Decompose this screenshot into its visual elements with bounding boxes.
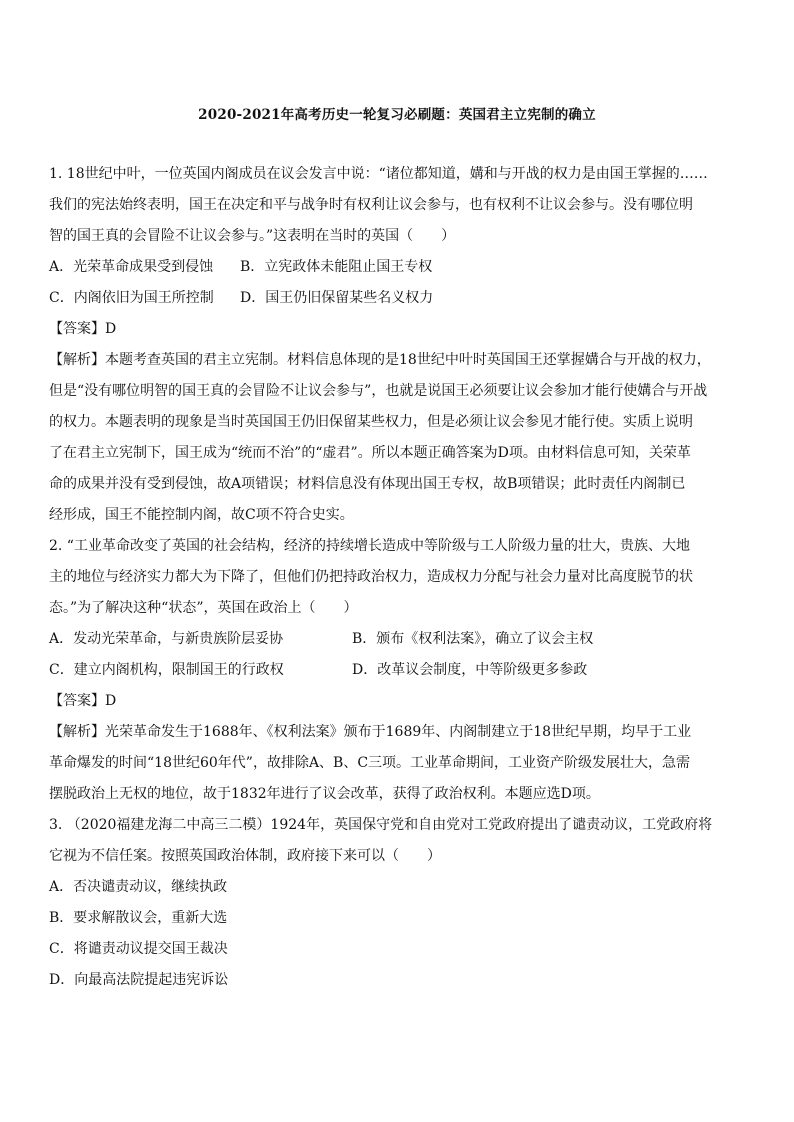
option-a: A．光荣革命成果受到侵蚀 [49, 259, 214, 275]
option-c: C．内阁依旧为国王所控制 [49, 290, 214, 306]
question-1 [49, 159, 749, 531]
question-stem-line: 它视为不信任案。按照英国政治体制，政府接下来可以（ ） [49, 848, 441, 864]
option-row [49, 624, 749, 655]
option-a: A．发动光荣革命，与新贵族阶层妥协 [49, 631, 284, 647]
answer-line: 【答案】D [49, 693, 117, 709]
analysis-line: 革命爆发的时间“18世纪60年代”，故排除A、B、C三项。工业革命期间，工业资产阶级发展壮大，急需 [49, 755, 691, 771]
analysis-line: 命的成果并没有受到侵蚀，故A项错误；材料信息没有体现出国王专权，故B项错误；此时责任内阁制已 [49, 476, 686, 492]
document-title: 2020-2021年高考历史一轮复习必刷题：英国君主立宪制的确立 [198, 107, 596, 123]
option-row [49, 655, 749, 686]
question-2 [49, 531, 749, 810]
question-stem-line: 1. 18世纪中叶，一位英国内阁成员在议会发言中说：“诸位都知道，媾和与开战的权力是由国王掌握的…… [49, 166, 708, 182]
option-d: D．向最高法院提起违宪诉讼 [49, 972, 229, 988]
option-b: B．要求解散议会，重新大选 [49, 910, 228, 926]
option-a: A．否决谴责动议，继续执政 [49, 879, 228, 895]
option-b: B．颁布《权利法案》，确立了议会主权 [352, 631, 594, 647]
analysis-line: 摆脱政治上无权的地位，故于1832年进行了议会改革，获得了政治权利。本题应选D项。 [49, 786, 600, 802]
question-stem-line: 3. （2020福建龙海二中高三二模）1924年，英国保守党和自由党对工党政府提出了谴责动议，工党政府将 [49, 817, 713, 833]
analysis-line: 【解析】光荣革命发生于1688年、《权利法案》颁布于1689年、内阁制建立于18世纪早期，均早于工业 [49, 724, 692, 740]
option-row [49, 252, 749, 283]
question-stem-line: 主的地位与经济实力都大为下降了，但他们仍把持政治权力，造成权力分配与社会力量对比高度脱节的状 [49, 569, 693, 585]
analysis-line: 【解析】本题考查英国的君主立宪制。材料信息体现的是18世纪中叶时英国国王还掌握媾合与开战的权力， [49, 352, 711, 368]
option-d: D．改革议会制度，中等阶级更多参政 [352, 662, 588, 678]
question-stem-line: 态。”为了解决这种“状态”，英国在政治上（ ） [49, 600, 358, 616]
answer-line: 【答案】D [49, 321, 117, 337]
analysis-line: 的权力。本题表明的现象是当时英国国王仍旧保留某些权力，但是必须让议会参见才能行使。实质上说明 [49, 414, 693, 430]
option-row [49, 283, 749, 314]
question-stem-line: 智的国王真的会冒险不让议会参与。”这表明在当时的英国（ ） [49, 228, 456, 244]
question-3 [49, 810, 749, 996]
option-c: C．将谴责动议提交国王裁决 [49, 941, 228, 957]
document-body [49, 159, 749, 996]
option-d: D．国王仍旧保留某些名义权力 [240, 290, 434, 306]
option-b: B．立宪政体未能阻止国王专权 [240, 259, 433, 275]
question-stem-line: 我们的宪法始终表明，国王在决定和平与战争时有权利让议会参与，也有权利不让议会参与。没有哪位明 [49, 197, 693, 213]
option-c: C．建立内阁机构，限制国王的行政权 [49, 662, 284, 678]
analysis-line: 经形成，国王不能控制内阁，故C项不符合史实。 [49, 507, 354, 523]
question-stem-line: 2. “工业革命改变了英国的社会结构，经济的持续增长造成中等阶级与工人阶级力量的壮大，贵族、大地 [49, 538, 690, 554]
analysis-line: 但是“没有哪位明智的国王真的会冒险不让议会参与”，也就是说国王必须要让议会参加才能行使媾合与开战 [49, 383, 708, 399]
analysis-line: 了在君主立宪制下，国王成为“统而不治”的“虚君”。所以本题正确答案为D项。由材料信息可知，关荣革 [49, 445, 691, 461]
